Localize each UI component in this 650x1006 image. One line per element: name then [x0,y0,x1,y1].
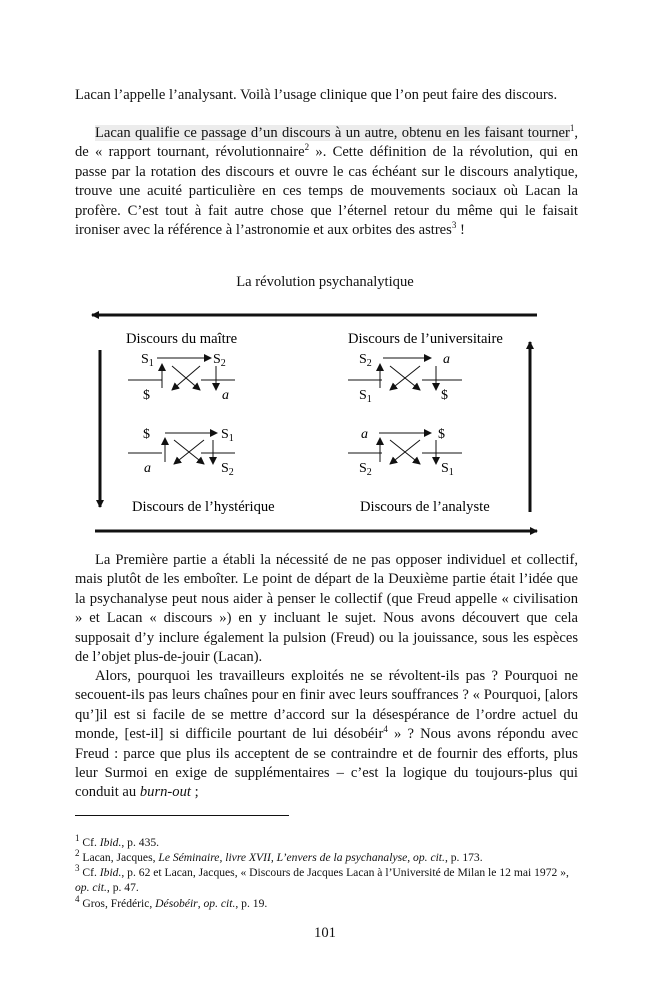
footnote-2-text-a: Lacan, Jacques, [82,851,159,864]
footnote-4-title: Désobéir [155,897,198,910]
footnote-2-text-c: , p. 173. [444,851,483,864]
footnote-1 [75,835,580,850]
analyst-top-right: $ [438,427,445,442]
footnote-ref-4[interactable]: 4 [383,724,388,735]
figure-caption: La révolution psychanalytique [236,274,414,290]
footnote-3-ibid: Ibid. [99,866,122,879]
university-top-left: $S_2$ [359,352,372,369]
footnote-1-text-a: Cf. [82,836,100,849]
master-discourse [128,352,235,403]
footnote-2 [75,850,580,865]
footnote-2-text-b: , [407,851,414,864]
paragraph-1 [75,86,578,105]
footnote-4-text-a: Gros, Frédéric, [82,897,156,910]
hysteric-bottom-right: $S_2$ [221,461,234,478]
hysteric-discourse [128,427,235,478]
university-discourse [348,352,462,405]
footnote-ref-2[interactable]: 2 [304,142,310,153]
master-bottom-right: a [222,388,229,403]
paragraph-4-text-b: » ? Nous avons répondu avec Freud : parce que plus ils acceptent de se contraindre et de fournir des efforts, plus leur Surmoi en exige de supplémentaires – c’est la logique du toujours-plus qui conduit au [75,726,578,801]
paragraph-2-highlight: Lacan qualifie ce passage d’un discours à un autre, obtenu en les faisant tourner [95,125,570,141]
footnote-1-number: 1 [75,833,80,844]
paragraph-3-text: La Première partie a établi la nécessité de ne pas opposer individuel et collectif, mais plutôt de les emboîter. Le point de départ de la Deuxième partie était l’idée que la psychanalyse peut nous aider à penser le collectif (que Freud appelle « civilisation » et Lacan « discours ») en y incluant le sujet. Nous avons découvert que cela supposait d’y inclure également la pulsion (Freud) ou la jouissance, sous les espèces de l’objet plus-de-jouir (Lacan). [75,552,578,666]
footnote-3 [75,865,580,895]
analyst-bottom-right: $S_1$ [441,461,454,478]
footnote-3-op-cit: op. cit. [75,881,107,895]
footnote-2-number: 2 [75,848,80,859]
footnote-2-op-cit: op. cit. [413,851,445,864]
page-number: 101 [314,925,336,941]
footnote-4 [75,896,580,911]
footnote-ref-3[interactable]: 3 [451,220,457,231]
footnote-3-text-c: , p. 47. [106,881,139,895]
hysteric-top-right: $S_1$ [221,427,234,444]
footnote-2-title: Le Séminaire, livre XVII, L’envers de la psychanalyse [158,851,408,864]
footnote-separator [75,815,289,816]
hysteric-discourse-name: Discours de l’hystérique [132,499,275,515]
paragraph-4-emphasis: burn-out [139,784,191,801]
analyst-discourse-name: Discours de l’analyste [360,499,490,515]
master-top-left: $S_1$ [141,352,154,369]
paragraph-4 [75,667,578,803]
analyst-top-left: a [361,427,368,442]
footnote-3-text-a: Cf. [82,866,100,879]
paragraph-2 [75,124,578,240]
university-top-right: a [443,352,450,367]
master-discourse-name: Discours du maître [126,331,238,347]
footnote-3-number: 3 [75,863,80,874]
discourse-rotation-diagram [85,302,545,542]
paragraph-2-text-b: , de « rapport tournant, révolutionnaire [75,125,578,161]
hysteric-top-left: $ [143,427,150,442]
university-discourse-name: Discours de l’universitaire [348,331,503,347]
footnote-1-text-b: , p. 435. [121,836,160,849]
university-bottom-left: $S_1$ [359,388,372,405]
footnote-3-text-b: , p. 62 et Lacan, Jacques, « Discours de Jacques Lacan à l’Université de Milan le 12 mai 1972 », [121,866,569,879]
footnote-1-italic: Ibid. [99,836,122,849]
footnote-ref-1[interactable]: 1 [569,123,575,134]
paragraph-4-text-c: ; [190,784,199,801]
footnote-4-text-c: , p. 19. [235,897,268,910]
hysteric-bottom-left: a [144,461,151,476]
analyst-discourse [348,427,462,478]
analyst-bottom-left: $S_2$ [359,461,372,478]
master-bottom-left: $ [143,388,150,403]
paragraph-3 [75,551,578,667]
footnote-4-text-b: , [197,897,204,910]
university-bottom-right: $ [441,388,448,403]
paragraph-2-text-c: ». Cette définition de la révolution, qui en passe par la rotation des discours et ouvre le cas échéant sur le discours analytique, trouve une acuité particulière en ces temps de mouvements sociaux où Lacan la profère. C’est tout à fait autre chose que l’éternel retour du même qui le faisait ironiser avec la référence à l’astronomie et aux orbites des astres [75,144,578,239]
master-top-right: $S_2$ [213,352,226,369]
footnote-4-number: 4 [75,894,80,905]
paragraph-2-text-d: ! [456,222,465,239]
footnote-4-op-cit: op. cit. [203,897,236,910]
paragraph-1-text: Lacan l’appelle l’analysant. Voilà l’usage clinique que l’on peut faire des discours. [75,87,558,103]
paragraph-4-text-a: Alors, pourquoi les travailleurs exploités ne se révoltent-ils pas ? Pourquoi ne secouent-ils pas leurs chaînes pour en finir avec leurs souffrances ? « Pourquoi, [alors qu’]il est si facile de se mettre d’accord sur la désespérance de l’ordre actuel du monde, [est-il] si difficile pourtant de lui désobéir [75,668,578,743]
